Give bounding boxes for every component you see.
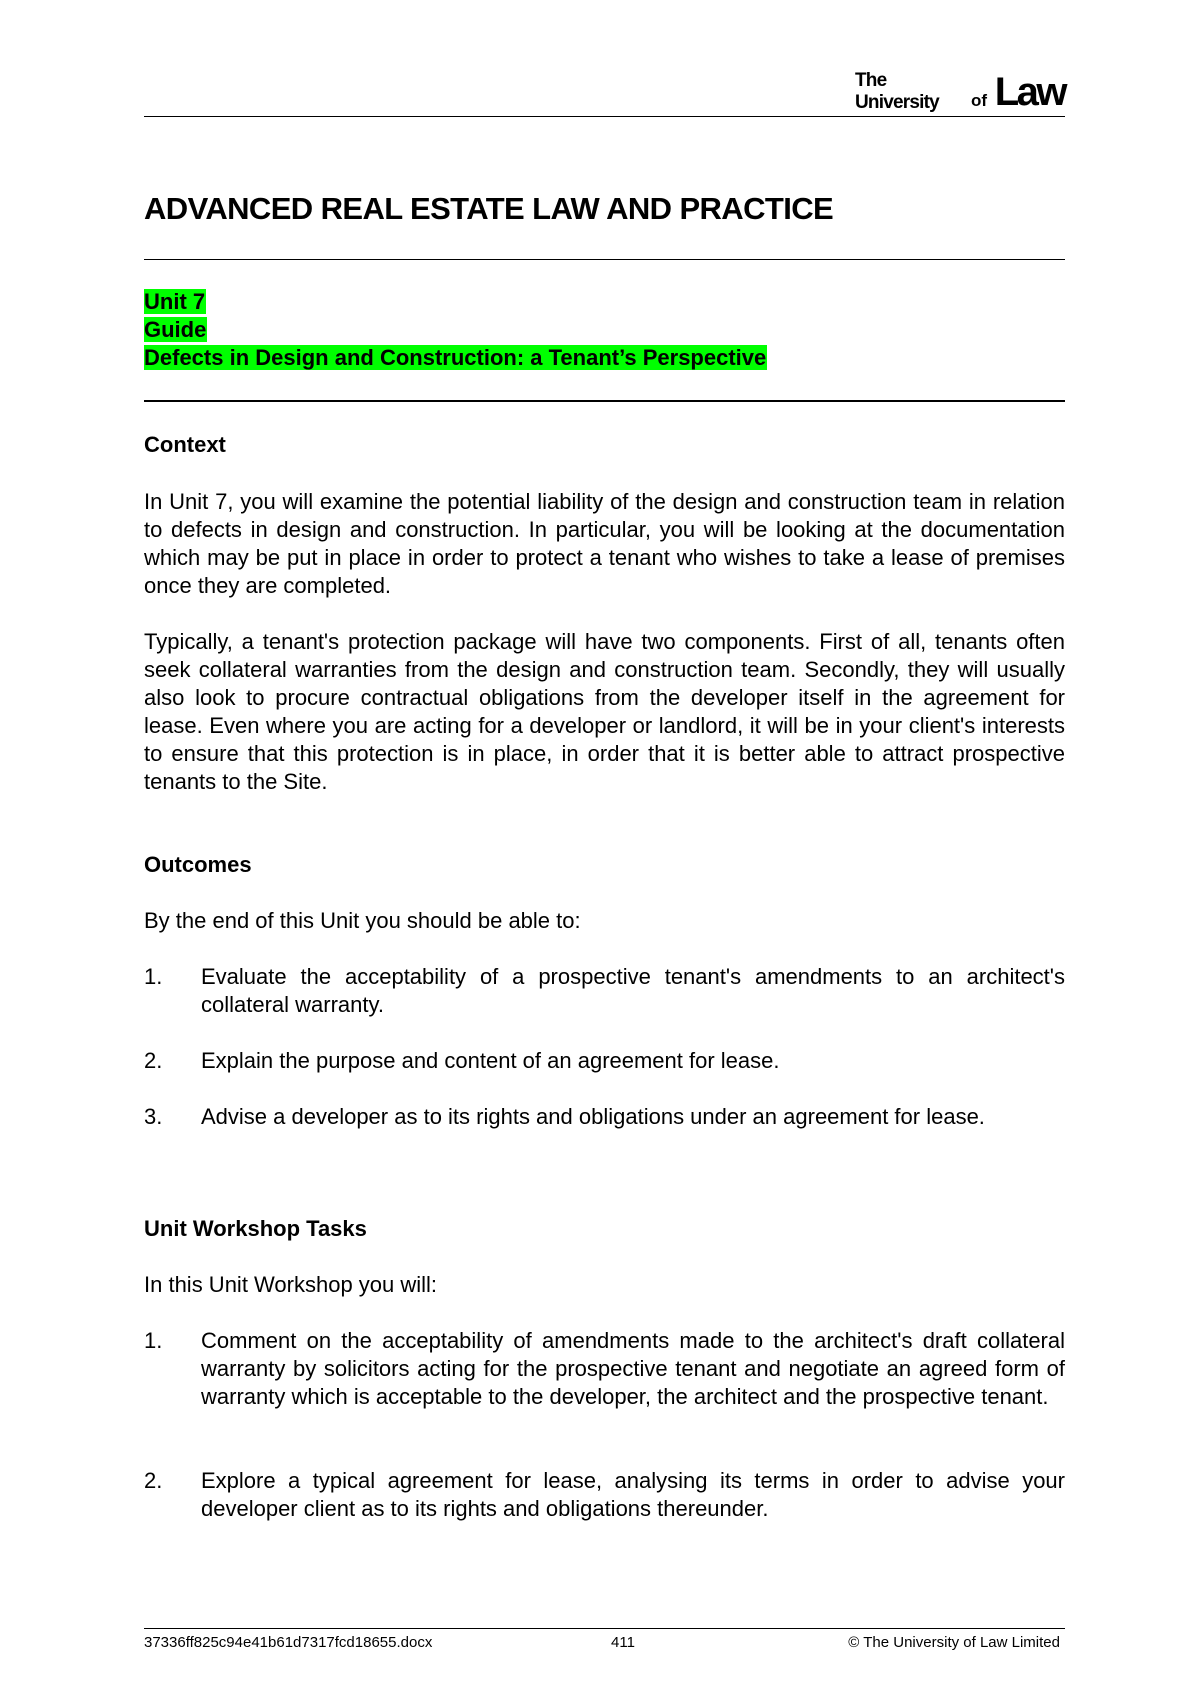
logo-text-of: of — [970, 91, 987, 110]
list-number: 2. — [144, 1048, 163, 1073]
context-paragraph-2: Typically, a tenant's protection package will have two components. First of all, tenants often seek collateral warranties from the design and construction team. Secondly, they will usually also look to procure contractual obligations from the developer itself in the agreement for lease. Even where you are acting for a developer or landlord, it will be in your client's interests to ensure that this protection is in place, in order that it is better able to attract prospective tenants to the Site. — [144, 629, 1065, 794]
footer-copyright: © The University of Law Limited — [848, 1634, 1060, 1651]
context-paragraph-1: In Unit 7, you will examine the potential liability of the design and construction team in relation to defects in design and construction. In particular, you will be looking at the documentation which may be put in place in order to protect a tenant who wishes to take a lease of premises once they are completed. — [144, 489, 1065, 598]
list-text: Explore a typical agreement for lease, analysing its terms in order to advise your developer client as to its rights and obligations thereunder. — [201, 1468, 1065, 1521]
list-number: 2. — [144, 1468, 163, 1493]
unit-subject: Defects in Design and Construction: a Tenant’s Perspective — [144, 345, 767, 370]
unit-number: Unit 7 — [144, 289, 206, 314]
list-number: 3. — [144, 1104, 163, 1129]
logo-text-law: Law — [994, 70, 1065, 114]
list-text: Advise a developer as to its rights and obligations under an agreement for lease. — [201, 1104, 985, 1129]
outcomes-intro: By the end of this Unit you should be able to: — [144, 908, 581, 933]
title-rule — [144, 259, 1065, 260]
university-of-law-logo — [855, 66, 1065, 112]
context-heading: Context — [144, 432, 226, 457]
unit-rule — [144, 400, 1065, 402]
unit-type: Guide — [144, 317, 207, 342]
list-number: 1. — [144, 964, 163, 989]
footer-page-number: 411 — [611, 1634, 635, 1651]
list-text: Explain the purpose and content of an agreement for lease. — [201, 1048, 780, 1073]
unit-info-block — [144, 288, 767, 372]
logo-text-the-university: The University — [855, 70, 939, 113]
outcomes-heading: Outcomes — [144, 852, 252, 877]
workshop-heading: Unit Workshop Tasks — [144, 1216, 367, 1241]
footer-rule — [144, 1628, 1065, 1629]
footer-filename: 37336ff825c94e41b61d7317fcd18655.docx — [144, 1634, 433, 1651]
workshop-intro: In this Unit Workshop you will: — [144, 1272, 438, 1297]
list-text: Comment on the acceptability of amendments made to the architect's draft collateral warranty by solicitors acting for the prospective tenant and negotiate an agreed form of warranty which is acceptable to the developer, the architect and the prospective tenant. — [201, 1328, 1065, 1409]
list-number: 1. — [144, 1328, 163, 1353]
list-text: Evaluate the acceptability of a prospective tenant's amendments to an architect's collateral warranty. — [201, 964, 1065, 1017]
document-title: ADVANCED REAL ESTATE LAW AND PRACTICE — [144, 191, 834, 226]
header-rule — [144, 116, 1065, 117]
